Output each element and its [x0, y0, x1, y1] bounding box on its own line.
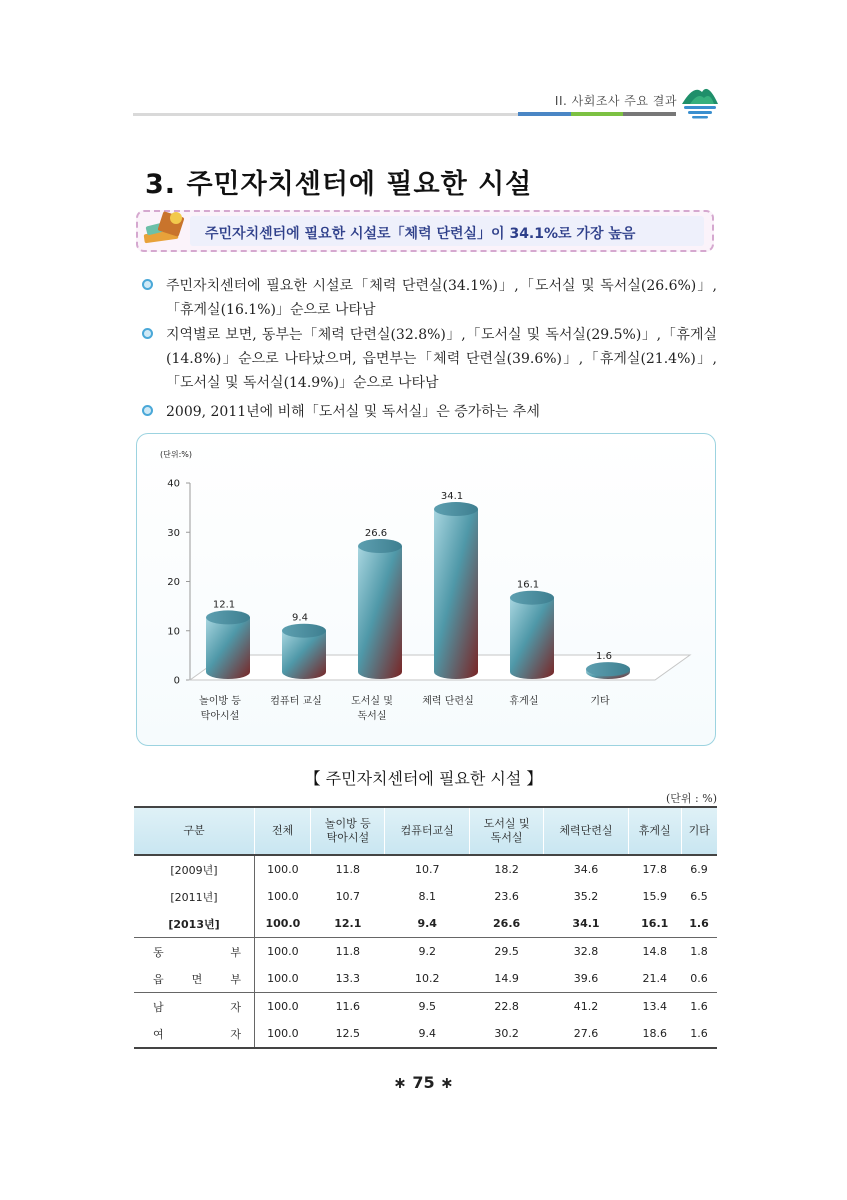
row-label-spread	[135, 999, 253, 1015]
bar-cap	[282, 624, 326, 638]
table-cell: 11.8	[335, 863, 361, 876]
table-cell: 6.9	[690, 863, 708, 876]
table-cell: 9.4	[385, 1020, 470, 1048]
table-cell: 14.9	[494, 972, 519, 985]
row-label	[134, 1020, 255, 1048]
bar-cap	[586, 662, 630, 676]
row-label-char: 여	[153, 1027, 164, 1041]
table-cell: 34.6	[573, 863, 599, 876]
header-text: 도서실 및	[483, 817, 530, 830]
table-header-cell	[255, 807, 311, 855]
bar-value-label: 1.6	[596, 651, 612, 663]
table-cell: 15.9	[642, 890, 667, 903]
row-label-char: 남	[153, 1000, 164, 1014]
header-text: 휴게실	[638, 824, 671, 837]
table-cell: 9.5	[385, 993, 470, 1021]
table-cell: 100.0	[267, 972, 299, 985]
table-cell: 1.6	[681, 993, 717, 1021]
stripe-green	[571, 112, 624, 116]
row-label-char: 자	[230, 1027, 241, 1041]
table-cell: 13.4	[628, 993, 681, 1021]
table-cell: 6.5	[690, 890, 708, 903]
table-cell: 22.8	[470, 993, 544, 1021]
highlight-summary: 주민자치센터에 필요한 시설로「체력 단련실」이 34.1%로 가장 높음	[205, 226, 636, 242]
table-cell: 18.6	[628, 1020, 681, 1048]
bullet-item	[142, 323, 717, 395]
table-cell: 11.6	[311, 993, 385, 1021]
table-cell: 14.8	[628, 938, 681, 966]
table-cell: 13.3	[335, 972, 361, 985]
bullet-text: 지역별로 보면, 동부는「체력 단련실(32.8%)」,「도서실 및 독서실(29.5%)」,「휴게실(14.8%)」순으로 나타났으며, 읍면부는「체력 단련실(39.6%)」,「휴게실(21.4%)」,「도서실 및 독서실(14.9%)」순으로 나타남	[166, 327, 718, 391]
bar-cylinder	[206, 617, 250, 679]
row-label: [2011년]	[134, 883, 255, 910]
table-cell: 9.4	[417, 917, 437, 930]
table-cell: 12.5	[311, 1020, 385, 1048]
x-category-label: 체력 단련실	[422, 696, 474, 707]
table-header-cell	[628, 807, 681, 855]
row-label-char: 면	[191, 972, 203, 986]
header-text: 전체	[272, 824, 294, 837]
table-header-cell	[470, 807, 544, 855]
bar-cylinder	[282, 631, 326, 679]
bar-value-label: 12.1	[212, 599, 236, 611]
table-row	[134, 883, 717, 910]
table-cell: 8.1	[418, 890, 436, 903]
row-label: [2013년]	[134, 910, 255, 938]
table-cell: 1.8	[681, 938, 717, 966]
table-cell: 9.2	[385, 938, 470, 966]
chart-unit-label: (단위:%)	[160, 450, 192, 459]
row-label-char: 동	[153, 945, 164, 959]
table-cell: 100.0	[265, 917, 301, 930]
section-header: II. 사회조사 주요 결과	[554, 94, 677, 108]
table-cell: 23.6	[494, 890, 519, 903]
table-cell: 17.8	[642, 863, 667, 876]
y-tick-label: 30	[167, 527, 180, 539]
table-cell: 100.0	[267, 863, 299, 876]
table-row	[134, 855, 717, 883]
bullet-item	[142, 400, 717, 424]
x-category-label: 놀이방 등	[199, 696, 241, 707]
bar-cylinder	[358, 546, 402, 679]
row-label	[134, 965, 255, 993]
bar-value-label: 26.6	[364, 527, 388, 539]
bullet-text: 2009, 2011년에 비해「도서실 및 독서실」은 증가하는 추세	[166, 404, 540, 420]
bar-cap	[510, 591, 554, 605]
table-cell: 32.8	[544, 938, 629, 966]
x-category-label: 도서실 및	[351, 696, 393, 707]
table-row	[134, 965, 717, 993]
books-icon	[138, 206, 190, 250]
table-row	[134, 910, 717, 938]
table-cell: 35.2	[573, 890, 599, 903]
table-header-cell	[544, 807, 629, 855]
bullet-dot-icon	[142, 328, 153, 339]
data-table	[134, 806, 717, 1049]
stripe-blue	[518, 112, 571, 116]
table-cell: 29.5	[470, 938, 544, 966]
row-label-spread	[135, 944, 253, 960]
header-text: 체력단련실	[559, 824, 613, 837]
row-label-char: 부	[230, 972, 241, 986]
bar-value-label: 9.4	[292, 612, 308, 624]
table-header-cell	[681, 807, 717, 855]
table-cell: 0.6	[690, 972, 708, 985]
y-tick-label: 40	[167, 478, 180, 490]
x-category-label: 독서실	[357, 711, 387, 722]
table-cell: 16.1	[641, 917, 669, 930]
bullet-dot-icon	[142, 279, 153, 290]
header-text: 구분	[183, 824, 205, 837]
row-label-char: 부	[230, 945, 241, 959]
bar-cap	[434, 502, 478, 516]
table-cell: 100.0	[255, 993, 311, 1021]
bar-cap	[206, 610, 250, 624]
table-row	[134, 993, 717, 1021]
table-cell: 1.6	[681, 1020, 717, 1048]
table-cell: 12.1	[334, 917, 362, 930]
row-label-char: 자	[230, 1000, 241, 1014]
header-text: 컴퓨터교실	[400, 824, 454, 837]
header-text: 탁아시설	[326, 831, 370, 844]
table-cell: 100.0	[255, 1020, 311, 1048]
bullet-dot-icon	[142, 405, 153, 416]
y-tick-label: 0	[173, 675, 180, 687]
table-cell: 18.2	[494, 863, 519, 876]
x-category-label: 휴게실	[509, 696, 539, 707]
table-cell: 10.7	[335, 890, 361, 903]
header-text: 독서실	[490, 831, 523, 844]
row-label-spread	[135, 971, 253, 987]
table-cell: 1.6	[689, 917, 709, 930]
table-header-cell	[385, 807, 470, 855]
bar-chart	[136, 433, 716, 746]
x-category-label: 컴퓨터 교실	[270, 696, 322, 707]
row-label-spread	[135, 1026, 253, 1042]
header-text: 놀이방 등	[324, 817, 371, 830]
table-body	[134, 855, 717, 1048]
table-title: 【 주민자치센터에 필요한 시설 】	[304, 769, 543, 788]
y-tick-label: 20	[167, 577, 180, 588]
table-header-row	[134, 807, 717, 855]
bar-value-label: 34.1	[440, 491, 464, 503]
row-label	[134, 993, 255, 1021]
table-header-cell	[134, 807, 255, 855]
table-cell: 30.2	[470, 1020, 544, 1048]
table-row	[134, 1020, 717, 1048]
mountain-logo-icon	[680, 78, 720, 120]
bullet-item	[142, 274, 717, 322]
bar-cylinder	[434, 509, 478, 679]
table-cell: 100.0	[255, 938, 311, 966]
x-category-label: 탁아시설	[200, 711, 240, 722]
stripe-gray	[623, 112, 676, 116]
page-title: 3. 주민자치센터에 필요한 시설	[145, 169, 533, 200]
table-unit: (단위 : %)	[666, 792, 717, 805]
table-cell: 10.7	[414, 863, 440, 876]
table-cell: 11.8	[311, 938, 385, 966]
table-cell: 27.6	[544, 1020, 629, 1048]
x-category-label: 기타	[590, 696, 610, 707]
table-cell: 10.2	[414, 972, 440, 985]
row-label: [2009년]	[134, 855, 255, 883]
page-number: ∗ 75 ∗	[393, 1073, 454, 1092]
bar-cap	[358, 539, 402, 553]
header-color-stripe	[518, 112, 676, 116]
table-cell: 26.6	[493, 917, 521, 930]
table-cell: 34.1	[572, 917, 600, 930]
bullet-text: 주민자치센터에 필요한 시설로「체력 단련실(34.1%)」,「도서실 및 독서실(26.6%)」,「휴게실(16.1%)」순으로 나타남	[166, 278, 717, 318]
row-label	[134, 938, 255, 966]
header-text: 기타	[688, 824, 710, 837]
table-cell: 41.2	[544, 993, 629, 1021]
y-tick-label: 10	[167, 626, 180, 638]
table-cell: 39.6	[573, 972, 599, 985]
table-cell: 100.0	[267, 890, 299, 903]
row-label-char: 읍	[153, 972, 164, 986]
table-cell: 21.4	[642, 972, 667, 985]
bar-value-label: 16.1	[516, 579, 540, 591]
table-row	[134, 938, 717, 966]
bar-cylinder	[510, 598, 554, 679]
table-header-cell	[311, 807, 385, 855]
